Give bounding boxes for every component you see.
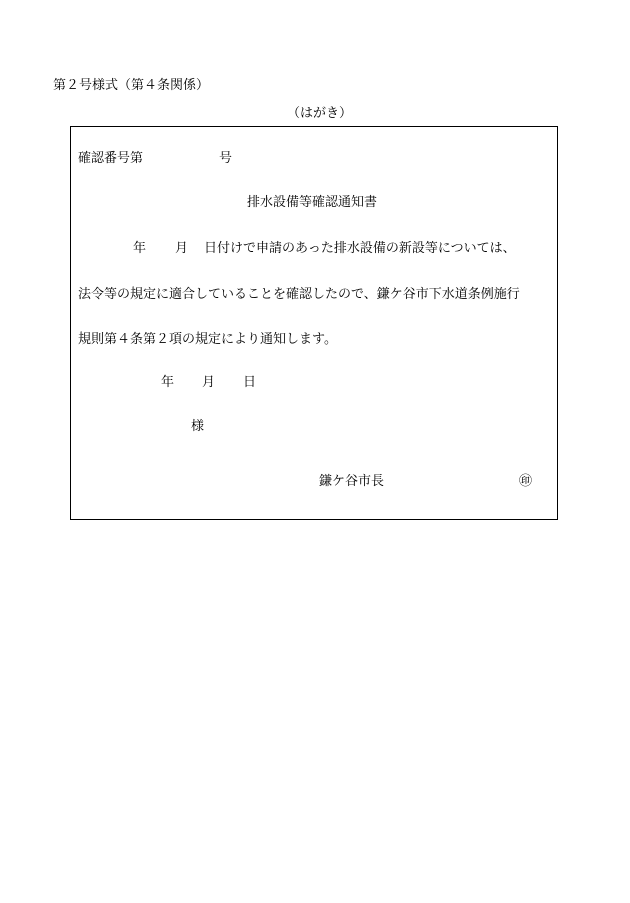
postcard-label: （はがき） — [287, 106, 353, 121]
document-title: 排水設備等確認通知書 — [247, 195, 378, 210]
body-line-3: 規則第４条第２項の規定により通知します。 — [78, 332, 337, 347]
date-day: 日 — [243, 375, 257, 390]
seal-mark: ㊞ — [519, 474, 533, 489]
confirmation-number-suffix: 号 — [219, 151, 233, 166]
notice-frame — [70, 126, 558, 520]
form-number-label: 第２号様式（第４条関係） — [53, 78, 210, 93]
confirmation-number-prefix: 確認番号第 — [78, 151, 144, 166]
body-line-2: 法令等の規定に適合していることを確認したので、鎌ケ谷市下水道条例施行 — [78, 287, 520, 302]
date-line — [161, 375, 256, 391]
body-year: 年 — [133, 241, 147, 256]
addressee-suffix: 様 — [191, 419, 205, 434]
issuer-name: 鎌ケ谷市長 — [319, 474, 385, 489]
body-month: 月 — [175, 241, 189, 256]
date-year: 年 — [161, 375, 175, 390]
body-line-1-text: 日付けで申請のあった排水設備の新設等については、 — [204, 241, 516, 256]
body-line-1 — [78, 241, 516, 257]
date-month: 月 — [202, 375, 216, 390]
